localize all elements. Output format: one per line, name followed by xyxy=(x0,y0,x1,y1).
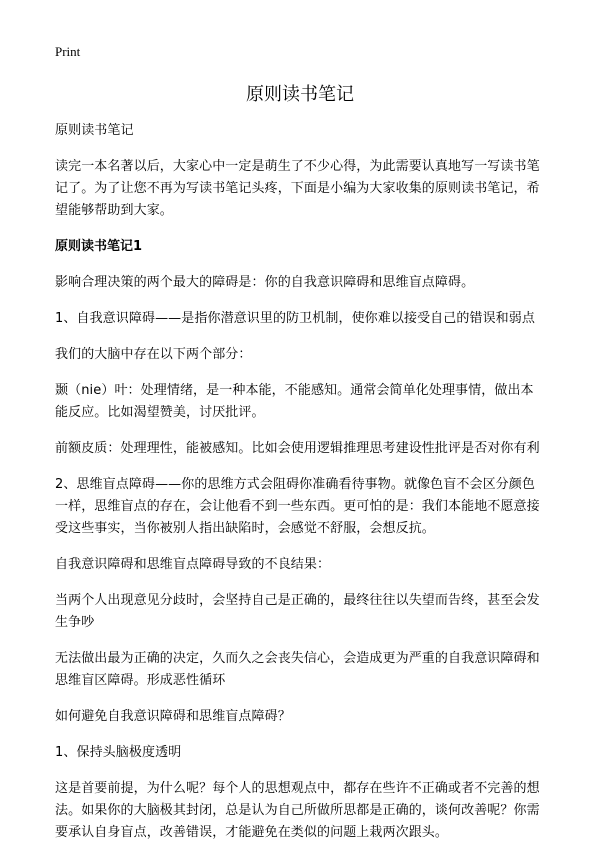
paragraph: 我们的大脑中存在以下两个部分： xyxy=(55,347,252,362)
paragraph: 前额皮质：处理理性，能被感知。比如会使用逻辑推理思考建设性批评是否对你有利 xyxy=(55,441,540,456)
article-subtitle: 原则读书笔记 xyxy=(55,123,134,138)
paragraph: 当两个人出现意见分歧时，会坚持自己是正确的，最终往往以失望而告终，甚至会发生争吵 xyxy=(55,593,540,630)
page-title: 原则读书笔记 xyxy=(246,84,354,105)
paragraph: 这是首要前提，为什么呢？每个人的思想观点中，都存在些许不正确或者不完善的想法。如果你的大脑极其封闭，总是认为自己所做所思都是正确的，谈何改善呢？你需要承认自身盲点，改善错误，才能避免在类似的问题上栽两次跟头。 xyxy=(55,781,540,840)
paragraph: 1、自我意识障碍——是指你潜意识里的防卫机制，使你难以接受自己的错误和弱点 xyxy=(55,311,535,326)
paragraph: 如何避免自我意识障碍和思维盲点障碍？ xyxy=(55,709,291,724)
paragraph: 自我意识障碍和思维盲点障碍导致的不良结果： xyxy=(55,557,331,572)
paragraph: 无法做出最为正确的决定，久而久之会丧失信心，会造成更为严重的自我意识障碍和思维盲区障碍。形成恶性循环 xyxy=(55,651,540,688)
print-link[interactable]: Print xyxy=(55,44,81,59)
paragraph: 影响合理决策的两个最大的障碍是：你的自我意识障碍和思维盲点障碍。 xyxy=(55,275,475,290)
article-body xyxy=(55,120,543,858)
section-heading: 原则读书笔记1 xyxy=(55,239,143,254)
paragraph: 颞（nie）叶：处理情绪，是一种本能，不能感知。通常会简单化处理事情，做出本能反应。比如渴望赞美，讨厌批评。 xyxy=(55,383,534,420)
paragraph: 2、思维盲点障碍——你的思维方式会阻碍你准确看待事物。就像色盲不会区分颜色一样，思维盲点的存在，会让他看不到一些东西。更可怕的是：我们本能地不愿意接受这些事实，当你被别人指出缺陷时，会感觉不舒服，会想反抗。 xyxy=(55,477,540,536)
paragraph: 1、保持头脑极度透明 xyxy=(55,745,182,760)
intro-paragraph: 读完一本名著以后，大家心中一定是萌生了不少心得，为此需要认真地写一写读书笔记了。为了让您不再为写读书笔记头疼，下面是小编为大家收集的原则读书笔记，希望能够帮助到大家。 xyxy=(55,159,540,218)
